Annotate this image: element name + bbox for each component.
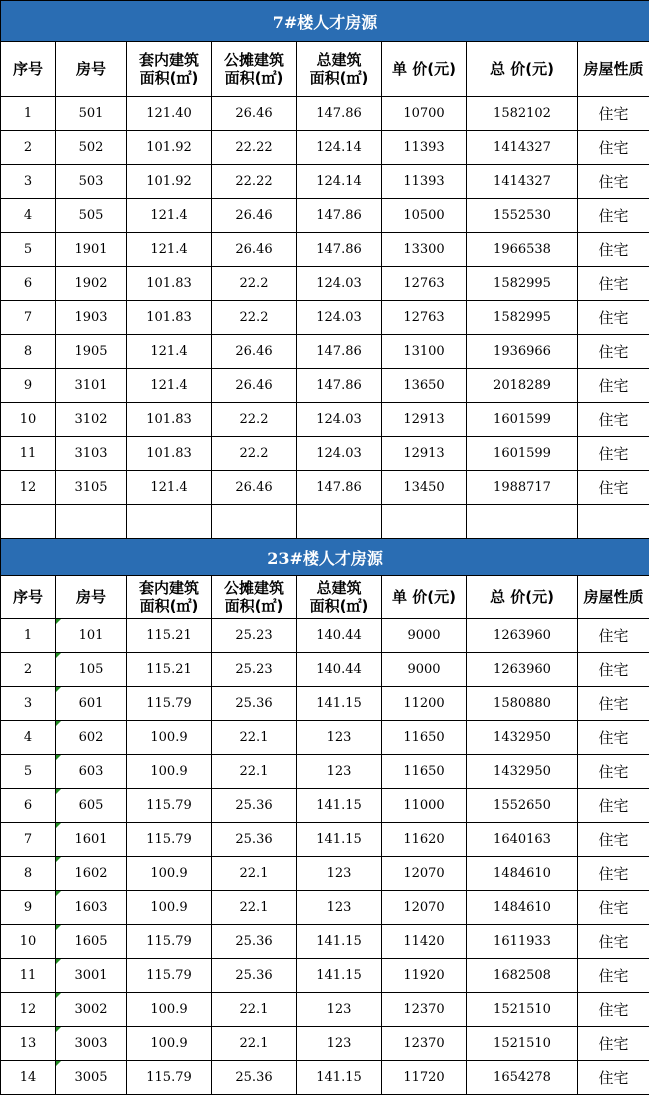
table-cell: 1601599 [467, 403, 578, 437]
table-row [1, 233, 649, 267]
table-cell: 1654278 [467, 1061, 578, 1095]
column-header: 公摊建筑 面积(㎡) [212, 42, 297, 97]
column-header: 总建筑 面积(㎡) [297, 576, 382, 619]
table-cell: 住宅 [578, 199, 649, 233]
table-cell: 11 [1, 959, 56, 993]
table-cell: 10500 [382, 199, 467, 233]
table-cell: 1552530 [467, 199, 578, 233]
table-cell: 124.14 [297, 165, 382, 199]
table-cell: 11200 [382, 687, 467, 721]
table-cell: 住宅 [578, 891, 649, 925]
table-cell: 1902 [56, 267, 127, 301]
table-cell: 1414327 [467, 165, 578, 199]
table-cell: 13 [1, 1027, 56, 1061]
column-header: 公摊建筑 面积(㎡) [212, 576, 297, 619]
table-cell: 123 [297, 1027, 382, 1061]
table-cell: 22.22 [212, 131, 297, 165]
table-cell: 9000 [382, 619, 467, 653]
table-cell: 住宅 [578, 233, 649, 267]
table-row [1, 755, 649, 789]
table-cell: 124.03 [297, 403, 382, 437]
table-cell: 141.15 [297, 789, 382, 823]
column-header: 序号 [1, 42, 56, 97]
table-cell: 100.9 [127, 1027, 212, 1061]
table-cell: 3103 [56, 437, 127, 471]
empty-cell [382, 505, 467, 539]
table-row [1, 789, 649, 823]
table-row [1, 993, 649, 1027]
table-cell: 4 [1, 721, 56, 755]
section-table [0, 0, 649, 539]
table-cell: 住宅 [578, 369, 649, 403]
table-cell: 2018289 [467, 369, 578, 403]
table-cell: 1484610 [467, 857, 578, 891]
table-cell: 121.4 [127, 369, 212, 403]
table-cell: 1603 [56, 891, 127, 925]
table-row [1, 925, 649, 959]
table-cell: 121.4 [127, 199, 212, 233]
table-cell: 10 [1, 403, 56, 437]
column-header: 房号 [56, 42, 127, 97]
table-cell: 101.92 [127, 131, 212, 165]
table-cell: 115.21 [127, 653, 212, 687]
table-cell: 100.9 [127, 993, 212, 1027]
table-cell: 1601599 [467, 437, 578, 471]
empty-cell [578, 505, 649, 539]
table-cell: 505 [56, 199, 127, 233]
column-header: 房号 [56, 576, 127, 619]
table-cell: 115.79 [127, 687, 212, 721]
table-cell: 123 [297, 891, 382, 925]
table-cell: 12370 [382, 993, 467, 1027]
table-cell: 1432950 [467, 721, 578, 755]
table-cell: 11920 [382, 959, 467, 993]
table-cell: 13300 [382, 233, 467, 267]
table-cell: 1580880 [467, 687, 578, 721]
column-header: 总建筑 面积(㎡) [297, 42, 382, 97]
table-cell: 12 [1, 471, 56, 505]
table-cell: 22.2 [212, 437, 297, 471]
column-header: 套内建筑 面积(㎡) [127, 576, 212, 619]
table-cell: 1611933 [467, 925, 578, 959]
table-cell: 3001 [56, 959, 127, 993]
table-cell: 11000 [382, 789, 467, 823]
table-row [1, 131, 649, 165]
table-cell: 住宅 [578, 335, 649, 369]
table-row [1, 471, 649, 505]
section-title: 23#楼人才房源 [1, 539, 649, 576]
table-cell: 26.46 [212, 97, 297, 131]
table-cell: 603 [56, 755, 127, 789]
table-cell: 121.4 [127, 335, 212, 369]
table-cell: 8 [1, 335, 56, 369]
table-cell: 3 [1, 687, 56, 721]
table-row [1, 165, 649, 199]
table-cell: 住宅 [578, 687, 649, 721]
table-cell: 11420 [382, 925, 467, 959]
table-cell: 141.15 [297, 823, 382, 857]
table-cell: 12763 [382, 301, 467, 335]
table-cell: 115.79 [127, 959, 212, 993]
table-cell: 6 [1, 267, 56, 301]
table-row [1, 199, 649, 233]
empty-cell [467, 505, 578, 539]
table-cell: 1602 [56, 857, 127, 891]
table-cell: 1988717 [467, 471, 578, 505]
table-cell: 6 [1, 789, 56, 823]
table-cell: 25.36 [212, 789, 297, 823]
table-cell: 121.4 [127, 471, 212, 505]
table-cell: 1582995 [467, 267, 578, 301]
table-cell: 3105 [56, 471, 127, 505]
table-cell: 7 [1, 301, 56, 335]
table-cell: 1521510 [467, 1027, 578, 1061]
table-cell: 1966538 [467, 233, 578, 267]
empty-cell [297, 505, 382, 539]
table-cell: 5 [1, 755, 56, 789]
table-cell: 1936966 [467, 335, 578, 369]
table-cell: 101.83 [127, 267, 212, 301]
column-header: 单 价(元) [382, 576, 467, 619]
table-cell: 100.9 [127, 755, 212, 789]
table-cell: 100.9 [127, 721, 212, 755]
table-cell: 住宅 [578, 1061, 649, 1095]
table-cell: 115.79 [127, 789, 212, 823]
table-cell: 1903 [56, 301, 127, 335]
column-header: 序号 [1, 576, 56, 619]
table-row [1, 959, 649, 993]
column-header: 总 价(元) [467, 576, 578, 619]
table-cell: 5 [1, 233, 56, 267]
table-cell: 147.86 [297, 335, 382, 369]
table-cell: 1682508 [467, 959, 578, 993]
empty-cell [56, 505, 127, 539]
table-row [1, 403, 649, 437]
table-cell: 101.92 [127, 165, 212, 199]
table-row [1, 1027, 649, 1061]
table-cell: 121.4 [127, 233, 212, 267]
table-cell: 14 [1, 1061, 56, 1095]
table-cell: 26.46 [212, 369, 297, 403]
table-cell: 11650 [382, 721, 467, 755]
table-cell: 住宅 [578, 471, 649, 505]
table-cell: 147.86 [297, 369, 382, 403]
table-row [1, 653, 649, 687]
table-cell: 115.79 [127, 925, 212, 959]
table-cell: 1552650 [467, 789, 578, 823]
table-cell: 1 [1, 97, 56, 131]
table-cell: 147.86 [297, 97, 382, 131]
table-cell: 11650 [382, 755, 467, 789]
table-cell: 13100 [382, 335, 467, 369]
table-cell: 100.9 [127, 857, 212, 891]
table-cell: 22.2 [212, 267, 297, 301]
table-cell: 12070 [382, 891, 467, 925]
table-cell: 115.79 [127, 1061, 212, 1095]
table-cell: 住宅 [578, 721, 649, 755]
table-cell: 123 [297, 721, 382, 755]
table-cell: 8 [1, 857, 56, 891]
table-cell: 22.1 [212, 993, 297, 1027]
table-cell: 11620 [382, 823, 467, 857]
table-cell: 住宅 [578, 267, 649, 301]
table-cell: 1640163 [467, 823, 578, 857]
table-cell: 2 [1, 653, 56, 687]
table-cell: 22.2 [212, 301, 297, 335]
table-cell: 住宅 [578, 301, 649, 335]
table-cell: 1263960 [467, 653, 578, 687]
table-row [1, 619, 649, 653]
table-cell: 101.83 [127, 403, 212, 437]
table-cell: 25.36 [212, 687, 297, 721]
table-row [1, 721, 649, 755]
table-cell: 11720 [382, 1061, 467, 1095]
table-cell: 1905 [56, 335, 127, 369]
table-cell: 26.46 [212, 335, 297, 369]
table-cell: 124.14 [297, 131, 382, 165]
table-cell: 9 [1, 891, 56, 925]
table-cell: 115.79 [127, 823, 212, 857]
table-cell: 22.1 [212, 755, 297, 789]
table-cell: 住宅 [578, 857, 649, 891]
table-cell: 26.46 [212, 233, 297, 267]
table-cell: 住宅 [578, 165, 649, 199]
table-row [1, 301, 649, 335]
section-title: 7#楼人才房源 [1, 1, 649, 42]
table-cell: 605 [56, 789, 127, 823]
table-cell: 141.15 [297, 687, 382, 721]
table-cell: 11393 [382, 165, 467, 199]
table-cell: 123 [297, 993, 382, 1027]
table-cell: 25.36 [212, 1061, 297, 1095]
table-cell: 住宅 [578, 993, 649, 1027]
table-cell: 12 [1, 993, 56, 1027]
table-cell: 105 [56, 653, 127, 687]
table-cell: 124.03 [297, 437, 382, 471]
table-cell: 101.83 [127, 301, 212, 335]
empty-cell [1, 505, 56, 539]
table-cell: 22.22 [212, 165, 297, 199]
table-cell: 住宅 [578, 131, 649, 165]
table-cell: 121.40 [127, 97, 212, 131]
table-row [1, 687, 649, 721]
column-header: 房屋性质 [578, 576, 649, 619]
table-cell: 101.83 [127, 437, 212, 471]
table-cell: 123 [297, 755, 382, 789]
table-cell: 124.03 [297, 301, 382, 335]
table-cell: 12370 [382, 1027, 467, 1061]
table-cell: 141.15 [297, 959, 382, 993]
table-cell: 1414327 [467, 131, 578, 165]
table-cell: 124.03 [297, 267, 382, 301]
table-cell: 25.23 [212, 653, 297, 687]
table-row [1, 823, 649, 857]
table-cell: 22.1 [212, 857, 297, 891]
table-cell: 140.44 [297, 653, 382, 687]
table-cell: 602 [56, 721, 127, 755]
table-cell: 115.21 [127, 619, 212, 653]
table-cell: 3005 [56, 1061, 127, 1095]
table-cell: 26.46 [212, 471, 297, 505]
table-cell: 25.36 [212, 959, 297, 993]
table-cell: 501 [56, 97, 127, 131]
table-cell: 140.44 [297, 619, 382, 653]
table-cell: 1601 [56, 823, 127, 857]
table-cell: 4 [1, 199, 56, 233]
table-cell: 1263960 [467, 619, 578, 653]
table-cell: 25.36 [212, 823, 297, 857]
table-cell: 住宅 [578, 755, 649, 789]
table-row [1, 1061, 649, 1095]
table-cell: 141.15 [297, 925, 382, 959]
empty-row [1, 505, 649, 539]
table-cell: 12070 [382, 857, 467, 891]
table-cell: 3102 [56, 403, 127, 437]
table-cell: 3 [1, 165, 56, 199]
table-cell: 147.86 [297, 199, 382, 233]
table-cell: 3101 [56, 369, 127, 403]
table-cell: 100.9 [127, 891, 212, 925]
table-cell: 9000 [382, 653, 467, 687]
table-row [1, 369, 649, 403]
table-cell: 13650 [382, 369, 467, 403]
table-cell: 147.86 [297, 471, 382, 505]
table-cell: 10700 [382, 97, 467, 131]
table-cell: 141.15 [297, 1061, 382, 1095]
section-table [0, 538, 649, 1095]
table-cell: 601 [56, 687, 127, 721]
table-cell: 12913 [382, 403, 467, 437]
table-cell: 503 [56, 165, 127, 199]
table-cell: 1605 [56, 925, 127, 959]
table-cell: 1 [1, 619, 56, 653]
table-cell: 502 [56, 131, 127, 165]
table-cell: 12763 [382, 267, 467, 301]
column-header: 房屋性质 [578, 42, 649, 97]
table-cell: 住宅 [578, 653, 649, 687]
table-cell: 1432950 [467, 755, 578, 789]
table-cell: 住宅 [578, 789, 649, 823]
table-cell: 25.36 [212, 925, 297, 959]
table-cell: 2 [1, 131, 56, 165]
column-header: 单 价(元) [382, 42, 467, 97]
column-header: 总 价(元) [467, 42, 578, 97]
table-cell: 1521510 [467, 993, 578, 1027]
table-cell: 26.46 [212, 199, 297, 233]
table-cell: 住宅 [578, 437, 649, 471]
table-cell: 22.1 [212, 721, 297, 755]
table-cell: 住宅 [578, 1027, 649, 1061]
table-cell: 22.1 [212, 1027, 297, 1061]
table-row [1, 335, 649, 369]
table-cell: 147.86 [297, 233, 382, 267]
table-row [1, 891, 649, 925]
table-cell: 住宅 [578, 619, 649, 653]
table-cell: 12913 [382, 437, 467, 471]
table-cell: 25.23 [212, 619, 297, 653]
table-row [1, 267, 649, 301]
table-cell: 22.2 [212, 403, 297, 437]
table-cell: 住宅 [578, 823, 649, 857]
table-cell: 住宅 [578, 925, 649, 959]
table-cell: 11393 [382, 131, 467, 165]
table-cell: 1582102 [467, 97, 578, 131]
table-row [1, 437, 649, 471]
table-cell: 11 [1, 437, 56, 471]
table-row [1, 857, 649, 891]
table-cell: 123 [297, 857, 382, 891]
table-cell: 101 [56, 619, 127, 653]
table-cell: 住宅 [578, 959, 649, 993]
table-cell: 住宅 [578, 403, 649, 437]
empty-cell [127, 505, 212, 539]
table-cell: 9 [1, 369, 56, 403]
table-cell: 10 [1, 925, 56, 959]
table-cell: 住宅 [578, 97, 649, 131]
table-cell: 1582995 [467, 301, 578, 335]
empty-cell [212, 505, 297, 539]
table-cell: 3002 [56, 993, 127, 1027]
column-header: 套内建筑 面积(㎡) [127, 42, 212, 97]
table-cell: 22.1 [212, 891, 297, 925]
table-cell: 3003 [56, 1027, 127, 1061]
table-cell: 13450 [382, 471, 467, 505]
table-cell: 7 [1, 823, 56, 857]
table-cell: 1901 [56, 233, 127, 267]
table-row [1, 97, 649, 131]
table-cell: 1484610 [467, 891, 578, 925]
